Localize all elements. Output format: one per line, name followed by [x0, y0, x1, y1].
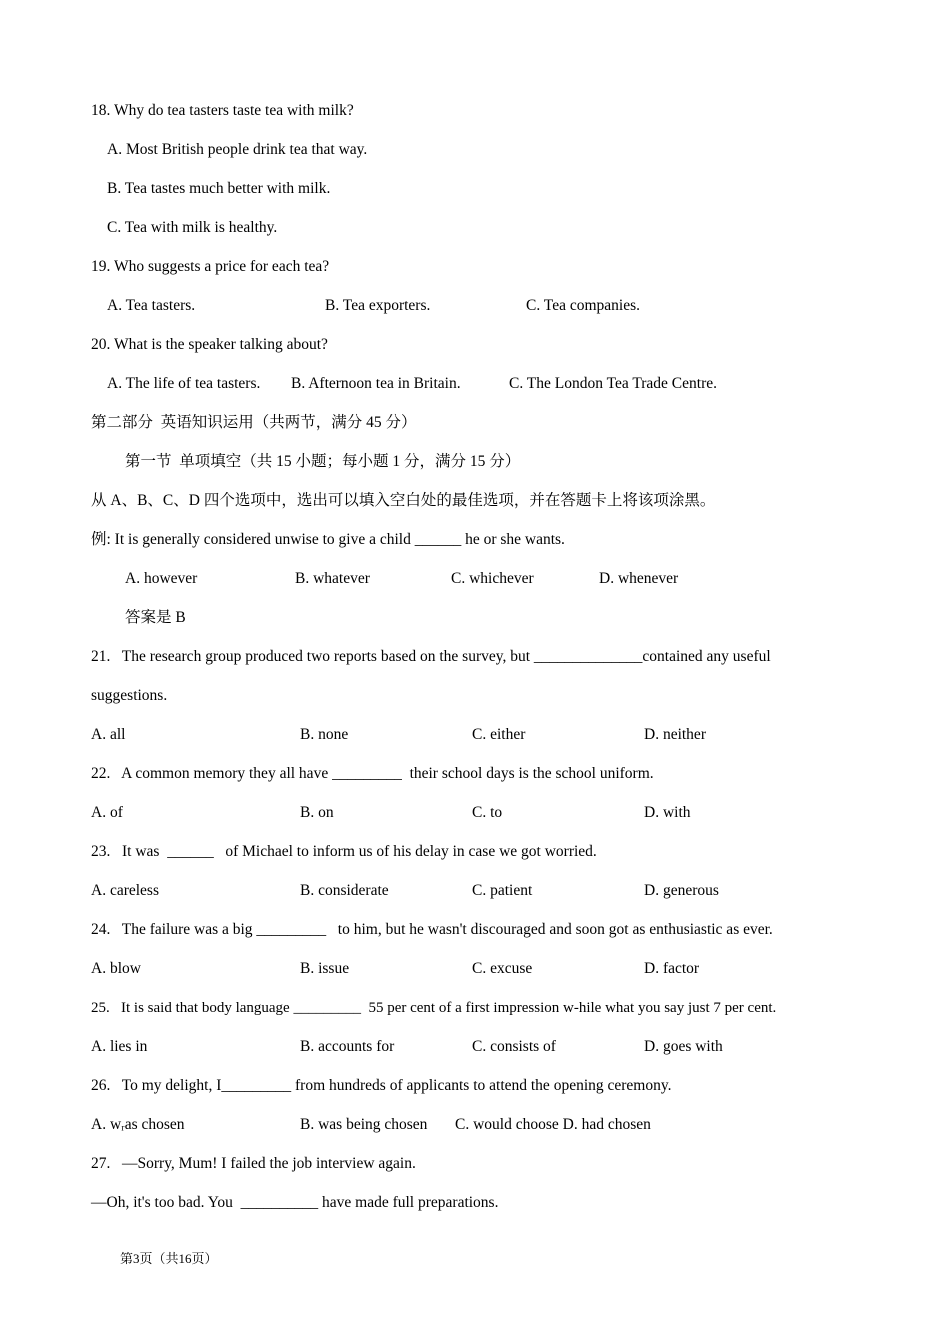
- q24-stem: 24. The failure was a big _________ to him, but he wasn't discouraged and soon got as enthusiastic as ever.: [91, 921, 773, 938]
- q20-stem: 20. What is the speaker talking about?: [91, 336, 328, 353]
- example-option-b: B. whatever: [295, 570, 370, 587]
- q20-option-a: A. The life of tea tasters.: [107, 375, 261, 392]
- q26-option-cd: C. would choose D. had chosen: [455, 1116, 651, 1133]
- q22-option-a: A. of: [91, 804, 123, 821]
- section-instruction: 从 A、B、C、D 四个选项中，选出可以填入空白处的最佳选项，并在答题卡上将该项涂黑。: [91, 492, 716, 509]
- q26-option-b: B. was being chosen: [300, 1116, 428, 1133]
- part2-title: 第二部分 英语知识运用（共两节，满分 45 分）: [91, 414, 417, 431]
- q18-option-a: A. Most British people drink tea that way.: [107, 141, 368, 158]
- q22-option-b: B. on: [300, 804, 334, 821]
- q24-option-b: B. issue: [300, 960, 350, 977]
- q19-option-a: A. Tea tasters.: [107, 297, 196, 314]
- q21-stem: 21. The research group produced two reports based on the survey, but ______________contained any useful: [91, 648, 771, 665]
- q20-option-b: B. Afternoon tea in Britain.: [291, 375, 461, 392]
- q21-option-a: A. all: [91, 726, 126, 743]
- example-stem: 例: It is generally considered unwise to give a child ______ he or she wants.: [91, 531, 565, 548]
- page-footer: 第3页（共16页）: [120, 1251, 218, 1266]
- example-answer: 答案是 B: [125, 609, 186, 626]
- q18-stem: 18. Why do tea tasters taste tea with milk?: [91, 102, 354, 119]
- section1-title: 第一节 单项填空（共 15 小题；每小题 1 分，满分 15 分）: [125, 453, 521, 470]
- q23-option-c: C. patient: [472, 882, 533, 899]
- q26-stem: 26. To my delight, I_________ from hundreds of applicants to attend the opening ceremony.: [91, 1077, 672, 1094]
- q25-option-c: C. consists of: [472, 1038, 556, 1055]
- q19-stem: 19. Who suggests a price for each tea?: [91, 258, 330, 275]
- q21-option-d: D. neither: [644, 726, 706, 743]
- q22-option-c: C. to: [472, 804, 503, 821]
- q21-option-b: B. none: [300, 726, 349, 743]
- q24-option-d: D. factor: [644, 960, 700, 977]
- example-option-a: A. however: [125, 570, 198, 587]
- q26-option-a: A. wᵣas chosen: [91, 1116, 185, 1133]
- q25-option-d: D. goes with: [644, 1038, 723, 1055]
- q22-option-d: D. with: [644, 804, 691, 821]
- q25-option-a: A. lies in: [91, 1038, 148, 1055]
- q21-stem-continued: suggestions.: [91, 687, 168, 704]
- q22-stem: 22. A common memory they all have _________ their school days is the school uniform.: [91, 765, 654, 782]
- q24-option-a: A. blow: [91, 960, 141, 977]
- q23-option-d: D. generous: [644, 882, 719, 899]
- q20-option-c: C. The London Tea Trade Centre.: [509, 375, 717, 392]
- example-option-c: C. whichever: [451, 570, 534, 587]
- q23-option-a: A. careless: [91, 882, 159, 899]
- example-option-d: D. whenever: [599, 570, 679, 587]
- q21-option-c: C. either: [472, 726, 526, 743]
- q25-option-b: B. accounts for: [300, 1038, 395, 1055]
- q27-stem: 27. —Sorry, Mum! I failed the job interview again.: [91, 1155, 416, 1172]
- q23-option-b: B. considerate: [300, 882, 389, 899]
- q27-reply: —Oh, it's too bad. You __________ have made full preparations.: [91, 1194, 499, 1211]
- q25-stem: 25. It is said that body language _________ 55 per cent of a first impression w-hile what you say just 7 per cent.: [91, 1000, 777, 1016]
- q18-option-c: C. Tea with milk is healthy.: [107, 219, 278, 236]
- q23-stem: 23. It was ______ of Michael to inform us of his delay in case we got worried.: [91, 843, 597, 860]
- q18-option-b: B. Tea tastes much better with milk.: [107, 180, 331, 197]
- q24-option-c: C. excuse: [472, 960, 533, 977]
- q19-option-b: B. Tea exporters.: [325, 297, 431, 314]
- q19-option-c: C. Tea companies.: [526, 297, 640, 314]
